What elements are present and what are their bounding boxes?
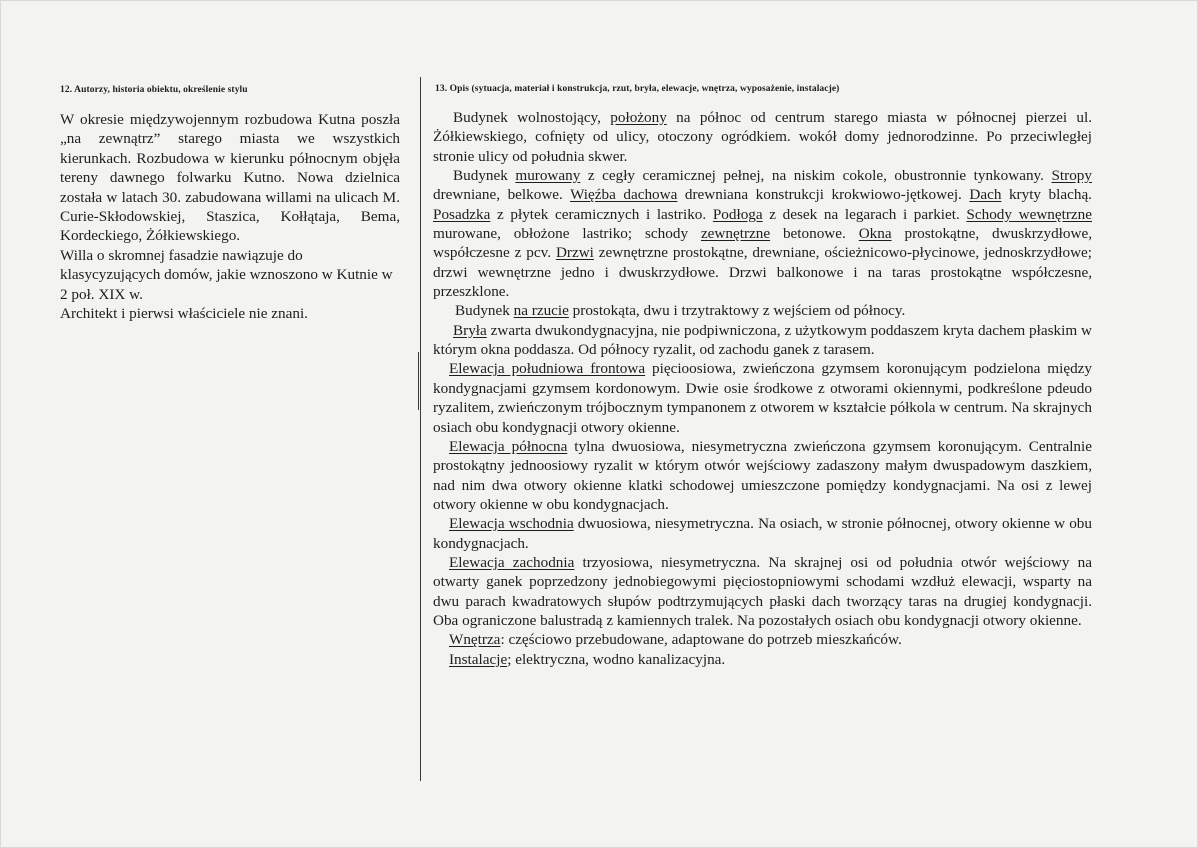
text: z desek na legarach i parkiet. bbox=[762, 205, 967, 223]
underlined-term: Dach bbox=[969, 186, 1002, 204]
text: Budynek bbox=[455, 302, 514, 320]
interiors-paragraph bbox=[433, 630, 1092, 649]
underlined-term: Elewacja południowa frontowa bbox=[449, 360, 646, 378]
underlined-term: Instalacje bbox=[449, 650, 508, 668]
text: betonowe. bbox=[770, 225, 859, 243]
west-elevation-paragraph bbox=[433, 553, 1092, 630]
text: zwarta dwukondygnacyjna, nie podpiwniczona, z użytkowym poddaszem kryta dachem płaskim w którym okna poddasza. Od północy ryzalit, od zachodu ganek z tarasem. bbox=[433, 321, 1092, 359]
underlined-term: Schody wewnętrzne bbox=[966, 205, 1092, 223]
underlined-term: Podłoga bbox=[712, 205, 763, 223]
underlined-term: Elewacja północna bbox=[449, 437, 568, 455]
underlined-term: położony bbox=[610, 109, 667, 126]
massing-paragraph bbox=[433, 321, 1092, 360]
underlined-term: Elewacja zachodnia bbox=[449, 553, 575, 571]
text: kryty blachą. bbox=[1001, 186, 1092, 204]
underlined-term: na rzucie bbox=[513, 302, 569, 320]
text: trzyosiowa, niesymetryczna. Na skrajnej osi od południa otwór wejściowy na otwarty ganek poprzedzony jednobiegowymi pięciostopniowymi schodami wzdłuż elewacji, wsparty na dwu parach kwadratowych słupów podtrzymujących płaski dach tworzący taras na drugiej kondygnacji. Oba ograniczone balustradą z kamiennych tralek. Na pozostałych osiach obu kondygnacji otwory okienne. bbox=[433, 553, 1092, 629]
text: : częściowo przebudowane, adaptowane do potrzeb mieszkańców. bbox=[500, 631, 902, 649]
situation-paragraph bbox=[433, 108, 1092, 166]
underlined-term: zewnętrzne bbox=[700, 225, 771, 243]
underlined-term: Wnętrza bbox=[449, 631, 501, 649]
section-12-header: 12. Autorzy, historia obiektu, określenie stylu bbox=[60, 85, 248, 95]
text: ; elektryczna, wodno kanalizacyjna. bbox=[507, 650, 726, 668]
style-paragraph: Willa o skromnej fasadzie nawiązuje do klasycyzujących domów, jakie wznoszono w Kutnie w 2 poł. XIX w. bbox=[60, 246, 393, 303]
history-column bbox=[60, 110, 400, 323]
text: Budynek bbox=[453, 167, 516, 185]
east-elevation-paragraph bbox=[433, 514, 1092, 553]
underlined-term: Okna bbox=[858, 225, 892, 243]
text: murowane, obłożone lastriko; schody bbox=[433, 225, 701, 243]
south-elevation-paragraph bbox=[433, 359, 1092, 436]
divider-tick bbox=[418, 352, 419, 410]
underlined-term: Bryła bbox=[453, 321, 487, 339]
north-elevation-paragraph bbox=[433, 437, 1092, 514]
text: drewniana konstrukcji krokwiowo-jętkowej. bbox=[677, 186, 970, 204]
text: tylna dwuosiowa, niesymetryczna zwieńczona gzymsem koronującym. Centralnie prostokątny jednoosiowy ryzalit w którym otwór wejściowy zadaszony małym dwuspadowym daszkiem, nad nim dwa otwory okienne klatki schodowej umieszczone pomiędzy kondygnacjami. Na osi z lewej otwory okienne w obu kondygnacjach. bbox=[433, 437, 1092, 513]
text: z cegły ceramicznej pełnej, na niskim cokole, obustronnie tynkowany. bbox=[580, 167, 1052, 185]
text: prostokąta, dwu i trzytraktowy z wejściem od północy. bbox=[568, 302, 906, 320]
history-paragraph: W okresie międzywojennym rozbudowa Kutna poszła „na zewnątrz” starego miasta we wszystkich kierunkach. Rozbudowa w kierunku północnym objęła tereny dawnego folwarku Kutno. Nowa dzielnica została w latach 30. zabudowana willami na ulicach M. Curie-Skłodowskiej, Staszica, Kołłątaja, Bema, Kordeckiego, Żółkiewskiego. bbox=[60, 111, 400, 245]
construction-paragraph bbox=[433, 166, 1092, 301]
description-column bbox=[433, 108, 1092, 669]
architect-paragraph: Architekt i pierwsi właściciele nie znani. bbox=[60, 305, 308, 323]
text: zewnętrzne prostokątne, drewniane, ościeżnicowo-płycinowe, jednoskrzydłowe; drzwi wewnętrzne jedno i dwuskrzydłowe. Drzwi balkonowe i na taras prostokątne współczesne, przeszklone. bbox=[433, 244, 1092, 301]
underlined-term: Drzwi bbox=[555, 244, 594, 262]
text: prostokątne, dwuskrzydłowe, współczesne z pcv. bbox=[433, 225, 1093, 262]
text: na północ od centrum starego miasta w północnej pierzei ul. Żółkiewskiego, cofnięty od ulicy, otoczony ogródkiem. wokół domy jednorodzinne. Po przeciwległej stronie ulicy od południa skwer. bbox=[433, 109, 1092, 165]
section-13-header: 13. Opis (sytuacja, materiał i konstrukcja, rzut, bryła, elewacje, wnętrza, wyposażenie, instalacje) bbox=[435, 84, 840, 94]
text: Budynek wolnostojący, bbox=[453, 109, 611, 126]
underlined-term: Więźba dachowa bbox=[570, 186, 678, 204]
text: pięcioosiowa, zwieńczona gzymsem koronującym podzielona między kondygnacjami gzymsem kordonowym. Dwie osie środkowe z otworami okiennymi, podkreślone pdeudo ryzalitem, zwieńczonym trójbocznym tympanonem z otworem w kształcie półkola w centrum. Na skrajnych osiach obu kondygnacji otwory okienne. bbox=[433, 360, 1093, 436]
plan-paragraph bbox=[433, 301, 1092, 320]
text: drewniane, belkowe. bbox=[433, 186, 571, 204]
text: dwuosiowa, niesymetryczna. Na osiach, w stronie północnej, otwory okienne w obu kondygnacjach. bbox=[433, 515, 1092, 552]
underlined-term: Elewacja wschodnia bbox=[449, 515, 574, 533]
underlined-term: Posadzka bbox=[433, 205, 491, 223]
column-divider bbox=[420, 77, 421, 781]
text: z płytek ceramicznych i lastriko. bbox=[490, 205, 713, 223]
underlined-term: Stropy bbox=[1051, 167, 1092, 185]
installations-paragraph bbox=[433, 650, 1092, 669]
underlined-term: murowany bbox=[515, 167, 581, 185]
